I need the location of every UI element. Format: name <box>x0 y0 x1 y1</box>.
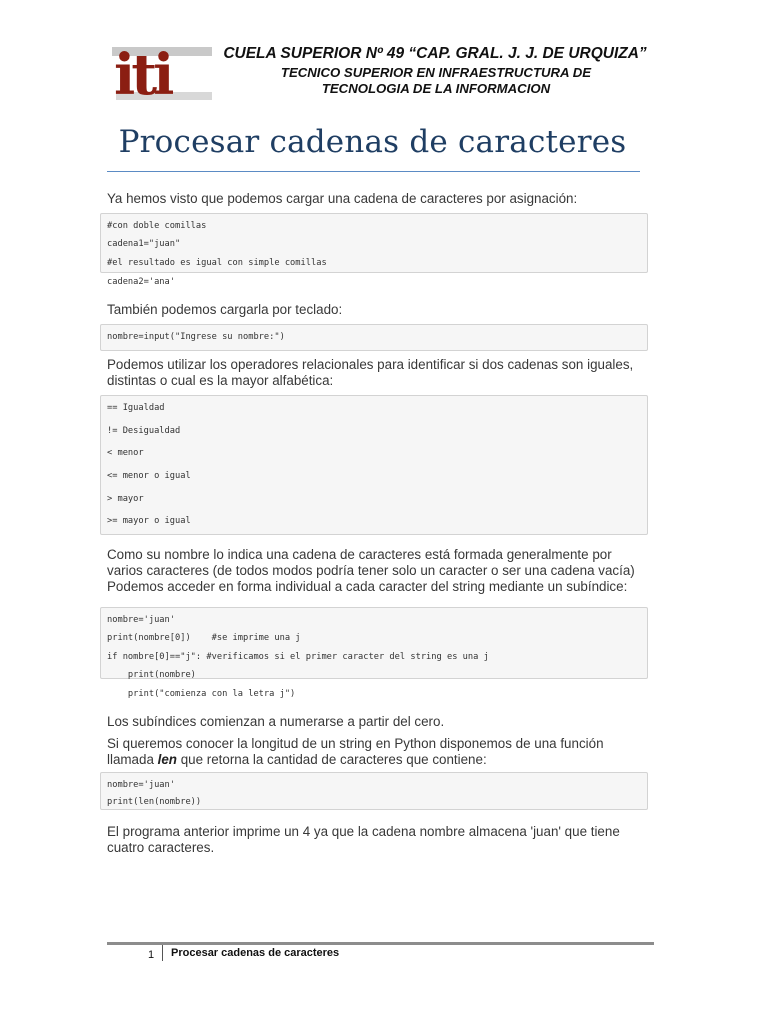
len-keyword: len <box>157 752 177 767</box>
paragraph-result: El programa anterior imprime un 4 ya que la cadena nombre almacena 'juan' que tiene cuatro caracteres. <box>107 824 620 855</box>
paragraph-operators: Podemos utilizar los operadores relacionales para identificar si dos cadenas son iguales, distintas o cual es la mayor alfabética: <box>107 357 634 388</box>
paragraph-zero-index: Los subíndices comienzan a numerarse a partir del cero. <box>107 714 445 729</box>
code-line: nombre=input("Ingrese su nombre:") <box>107 332 285 342</box>
school-name: CUELA SUPERIOR Nº 49 “CAP. GRAL. J. J. DE URQUIZA” <box>223 45 647 62</box>
code-line: != Desigualdad <box>107 426 181 436</box>
code-line: if nombre[0]=="j": #verificamos si el primer caracter del string es una j <box>107 652 489 662</box>
paragraph-subscript: Como su nombre lo indica una cadena de caracteres está formada generalmente por varios caracteres (de todos modos podría tener solo un caracter o ser una cadena vacía) Podemos acceder en forma individual a cada caracter del string mediante un subíndice: <box>107 547 635 594</box>
code-block-assignment <box>100 213 648 273</box>
code-line: > mayor <box>107 494 144 504</box>
footer-separator <box>162 945 163 961</box>
code-line: nombre='juan' <box>107 615 175 625</box>
code-line: >= mayor o igual <box>107 516 191 526</box>
footer-divider <box>107 942 654 945</box>
career-line-1: TECNICO SUPERIOR EN INFRAESTRUCTURA DE <box>280 65 592 80</box>
code-block-input <box>100 324 648 351</box>
title-divider <box>107 171 640 172</box>
code-line: < menor <box>107 448 144 458</box>
career-line-2: TECNOLOGIA DE LA INFORMACION <box>321 81 551 96</box>
svg-text:iti: iti <box>114 44 171 106</box>
code-line: cadena1="juan" <box>107 239 181 249</box>
paragraph-assignment: Ya hemos visto que podemos cargar una cadena de caracteres por asignación: <box>107 191 578 206</box>
code-block-len <box>100 772 648 810</box>
institution-logo <box>112 44 216 106</box>
page-title: Procesar cadenas de caracteres <box>118 124 627 160</box>
code-line: print("comienza con la letra j") <box>107 689 296 699</box>
code-line: == Igualdad <box>107 403 165 413</box>
paragraph-len-text: Si queremos conocer la longitud de un string en Python disponemos de una función llamada <box>107 736 604 767</box>
paragraph-len <box>107 736 647 768</box>
footer-title: Procesar cadenas de caracteres <box>171 947 340 959</box>
code-line: nombre='juan' <box>107 780 175 790</box>
paragraph-len-text-end: que retorna la cantidad de caracteres que contiene: <box>176 752 487 767</box>
code-line: cadena2='ana' <box>107 277 175 287</box>
code-line: <= menor o igual <box>107 471 191 481</box>
paragraph-keyboard: También podemos cargarla por teclado: <box>107 302 343 317</box>
code-line: print(nombre) <box>107 670 196 680</box>
code-line: #con doble comillas <box>107 221 207 231</box>
code-block-operators <box>100 395 648 535</box>
code-line: print(len(nombre)) <box>107 797 202 807</box>
code-line: print(nombre[0]) #se imprime una j <box>107 633 301 643</box>
code-line: #el resultado es igual con simple comillas <box>107 258 327 268</box>
code-block-subscript <box>100 607 648 679</box>
page-number: 1 <box>148 949 155 961</box>
